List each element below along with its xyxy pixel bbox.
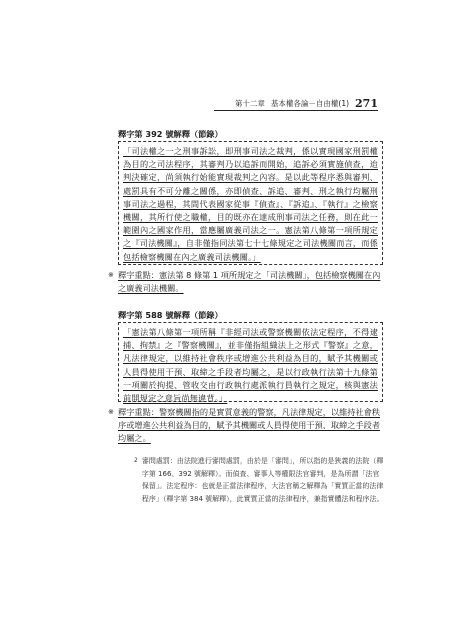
section-title-588-text: 釋字第 588 號解釋（節錄） [118,310,223,320]
footnote [134,455,384,505]
running-title: 基本權各論－自由權(1) [270,98,350,108]
key-point-588 [108,406,384,446]
key-point-392-text: 釋字重點：憲法第 8 條第 1 項所規定之「司法機關」，包括檢察機關在內之廣義司法機關。 [118,270,381,294]
reference-mark-icon: ※ [108,408,114,416]
running-header [228,96,378,110]
page-number: 271 [355,96,378,110]
key-point-588-text: 釋字重點：警察機關指的是實質意義的警察，凡法律規定，以維持社會秩序或增進公共利益為目的，賦予其機關或人員得使用干預、取締之手段者均屬之。 [118,407,381,444]
footnote-text: 審問處罰：由法院進行審問處罰，由於是「審問」，所以指的是狹義的法院（釋字第 166、392 號解釋）。而偵查、審事人等權限法官審判，是為所謂「法官保留」。法定程序：也就是正當法律程序，大法官稱之解釋為「實質正當的法律程序」（釋字第 384 號解釋），此實質正當的法律程序，兼指實體法和程序法。 [141,457,384,503]
quote-box-588 [118,322,383,402]
header-divider [214,110,378,111]
section-title-588 [118,310,223,321]
section-title-392-text: 釋字第 392 號解釋（節錄） [118,129,223,139]
chapter-label: 第十二章 [234,98,265,108]
footnote-number: 2 [134,457,138,464]
quote-text-392: 「司法權之一之刑事訴訟，即刑事司法之裁判，係以實現國家刑罰權為目的之司法程序，其審判乃以追訴而開始，追訴必須實施偵查，迨判決確定，尚須執行始能實現裁判之內容。是以此等程序悉與審判、處罰具有不可分離之關係，亦即偵查、訴追、審判、刑之執行均屬刑事司法之過程，其間代表國家從事『偵查』、『訴追』、『執行』之檢察機關，其所行使之職權，目的既亦在達成刑事司法之任務，則在此一範圍內之國家作用，當應屬廣義司法之一。憲法第八條第一項所規定之『司法機關』，自非僅指同法第七十七條規定之司法機關而言，而係包括檢察機關在內之廣義司法機關。」 [123,146,378,262]
reference-mark-icon: ※ [108,271,114,279]
quote-text-588: 「憲法第八條第一項所稱『非經司法或警察機關依法定程序，不得逮捕、拘禁』之『警察機關』，並非僅指組織法上之形式『警察』之意，凡法律規定，以維持社會秩序或增進公共利益為目的，賦予其機關或人員得使用干預、取締之手段者均屬之，是以行政執行法第十九條第一項關於拘提、管收交由行政執行處派執行員執行之規定，核與憲法前開規定之意旨尚無違背。」 [123,327,378,404]
section-title-392 [118,129,223,140]
key-point-392 [108,269,384,295]
quote-box-392 [118,141,383,265]
